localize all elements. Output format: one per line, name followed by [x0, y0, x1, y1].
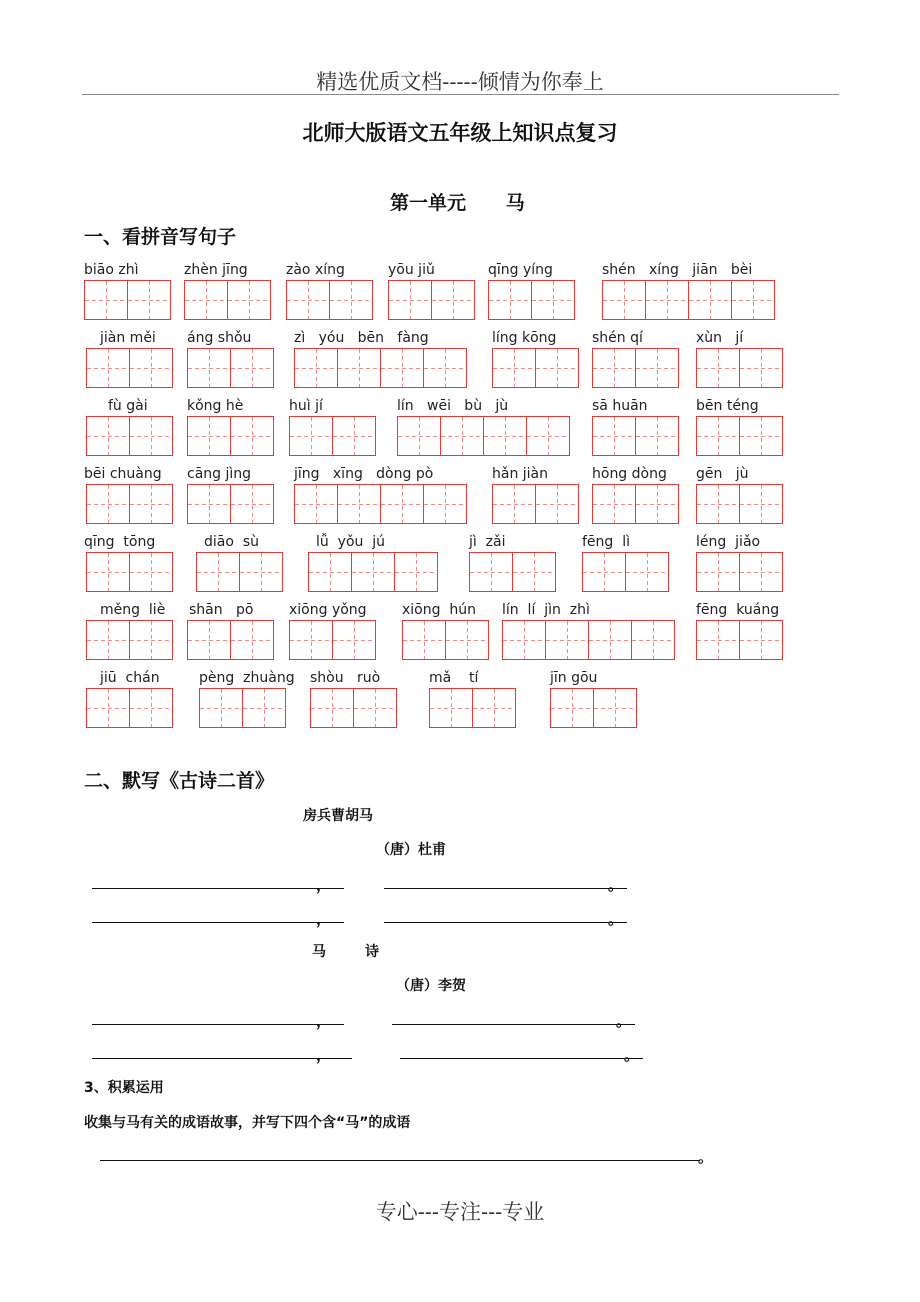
- writing-cell[interactable]: [239, 552, 283, 592]
- tianzige-grid: [86, 552, 172, 592]
- answer-line[interactable]: [92, 1058, 352, 1059]
- answer-line[interactable]: [384, 888, 627, 889]
- writing-cell[interactable]: [394, 552, 438, 592]
- writing-cell[interactable]: [308, 552, 352, 592]
- writing-cell[interactable]: [86, 620, 130, 660]
- writing-cell[interactable]: [380, 348, 424, 388]
- pinyin-label: hōng dòng: [592, 466, 667, 482]
- tianzige-grid: [602, 280, 774, 320]
- writing-cell[interactable]: [351, 552, 395, 592]
- tianzige-grid: [187, 348, 273, 388]
- writing-cell[interactable]: [635, 484, 679, 524]
- writing-cell[interactable]: [696, 620, 740, 660]
- pinyin-label: jiàn měi: [100, 330, 156, 346]
- writing-cell[interactable]: [199, 688, 243, 728]
- page-header: 精选优质文档-----倾情为你奉上: [316, 70, 604, 94]
- pinyin-label: gēn jù: [696, 466, 749, 482]
- period-mark: 。: [624, 1046, 640, 1064]
- writing-cell[interactable]: [289, 620, 333, 660]
- writing-cell[interactable]: [129, 620, 173, 660]
- answer-line[interactable]: [384, 922, 627, 923]
- writing-cell[interactable]: [353, 688, 397, 728]
- tianzige-grid: [86, 484, 172, 524]
- pinyin-label: fēng kuáng: [696, 602, 780, 618]
- writing-cell[interactable]: [739, 552, 783, 592]
- writing-cell[interactable]: [512, 552, 556, 592]
- writing-cell[interactable]: [440, 416, 484, 456]
- pinyin-label: lín lí jìn zhì: [502, 602, 590, 618]
- section-1-heading: 一、看拼音写句子: [84, 226, 237, 248]
- writing-cell[interactable]: [696, 348, 740, 388]
- writing-cell[interactable]: [127, 280, 171, 320]
- pinyin-label: jì zǎi: [469, 534, 506, 550]
- writing-cell[interactable]: [397, 416, 441, 456]
- tianzige-grid: [196, 552, 282, 592]
- writing-cell[interactable]: [294, 348, 338, 388]
- unit-heading: 第一单元 马: [390, 192, 525, 214]
- tianzige-grid: [308, 552, 437, 592]
- writing-cell[interactable]: [294, 484, 338, 524]
- pinyin-label: shòu ruò: [310, 670, 381, 686]
- pinyin-label: jiū chán: [100, 670, 160, 686]
- writing-cell[interactable]: [86, 416, 130, 456]
- writing-cell[interactable]: [86, 484, 130, 524]
- writing-cell[interactable]: [84, 280, 128, 320]
- writing-cell[interactable]: [592, 484, 636, 524]
- tianzige-grid: [550, 688, 636, 728]
- writing-cell[interactable]: [445, 620, 489, 660]
- writing-cell[interactable]: [423, 484, 467, 524]
- pinyin-label: mǎ tí: [429, 670, 479, 686]
- writing-cell[interactable]: [696, 484, 740, 524]
- pinyin-label: shān pō: [189, 602, 254, 618]
- writing-cell[interactable]: [337, 348, 381, 388]
- writing-cell[interactable]: [531, 280, 575, 320]
- poem2-title: 马 诗: [312, 944, 379, 960]
- tianzige-grid: [696, 552, 782, 592]
- tianzige-grid: [492, 484, 578, 524]
- writing-cell[interactable]: [635, 416, 679, 456]
- comma-mark: ，: [316, 1046, 332, 1064]
- writing-cell[interactable]: [332, 416, 376, 456]
- answer-line[interactable]: [392, 1024, 635, 1025]
- writing-cell[interactable]: [402, 620, 446, 660]
- writing-cell[interactable]: [739, 484, 783, 524]
- writing-cell[interactable]: [187, 348, 231, 388]
- tianzige-grid: [289, 620, 375, 660]
- writing-cell[interactable]: [535, 348, 579, 388]
- writing-cell[interactable]: [625, 552, 669, 592]
- pinyin-label: yōu jiǔ: [388, 262, 435, 278]
- tianzige-grid: [86, 416, 172, 456]
- tianzige-grid: [289, 416, 375, 456]
- writing-cell[interactable]: [187, 416, 231, 456]
- pinyin-label: bēn téng: [696, 398, 759, 414]
- pinyin-label: jīng xīng dòng pò: [294, 466, 434, 482]
- answer-line[interactable]: [92, 1024, 344, 1025]
- tianzige-grid: [294, 484, 466, 524]
- tianzige-grid: [86, 348, 172, 388]
- writing-cell[interactable]: [483, 416, 527, 456]
- section-2-heading: 二、默写《古诗二首》: [84, 770, 275, 792]
- writing-cell[interactable]: [86, 688, 130, 728]
- writing-cell[interactable]: [332, 620, 376, 660]
- writing-cell[interactable]: [739, 348, 783, 388]
- writing-cell[interactable]: [592, 416, 636, 456]
- writing-cell[interactable]: [688, 280, 732, 320]
- pinyin-label: fēng lì: [582, 534, 630, 550]
- period-mark: 。: [608, 910, 624, 928]
- pinyin-label: zào xíng: [286, 262, 345, 278]
- answer-line[interactable]: [92, 922, 344, 923]
- poem1-author: （唐）杜甫: [376, 842, 446, 858]
- period-mark: 。: [616, 1012, 632, 1030]
- writing-cell[interactable]: [588, 620, 632, 660]
- pinyin-label: hǎn jiàn: [492, 466, 549, 482]
- pinyin-label: měng liè: [100, 602, 166, 618]
- writing-cell[interactable]: [187, 484, 231, 524]
- tianzige-grid: [592, 416, 678, 456]
- pinyin-label: xùn jí: [696, 330, 744, 346]
- writing-cell[interactable]: [129, 552, 173, 592]
- answer-line[interactable]: [400, 1058, 643, 1059]
- pinyin-label: bēi chuàng: [84, 466, 162, 482]
- writing-cell[interactable]: [129, 416, 173, 456]
- writing-cell[interactable]: [184, 280, 228, 320]
- pinyin-label: biāo zhì: [84, 262, 139, 278]
- writing-cell[interactable]: [242, 688, 286, 728]
- tianzige-grid: [492, 348, 578, 388]
- writing-cell[interactable]: [602, 280, 646, 320]
- tianzige-grid: [187, 620, 273, 660]
- writing-cell[interactable]: [545, 620, 589, 660]
- tianzige-grid: [199, 688, 285, 728]
- tianzige-grid: [488, 280, 574, 320]
- tianzige-grid: [388, 280, 474, 320]
- writing-cell[interactable]: [86, 552, 130, 592]
- writing-cell[interactable]: [593, 688, 637, 728]
- writing-cell[interactable]: [472, 688, 516, 728]
- writing-cell[interactable]: [129, 484, 173, 524]
- comma-mark: ，: [316, 910, 332, 928]
- writing-cell[interactable]: [129, 348, 173, 388]
- tianzige-grid: [592, 348, 678, 388]
- tianzige-grid: [310, 688, 396, 728]
- pinyin-label: qīng tōng: [84, 534, 156, 550]
- pinyin-label: lín wēi bù jù: [397, 398, 509, 414]
- writing-cell[interactable]: [388, 280, 432, 320]
- section-3-heading: 3、积累运用: [84, 1080, 164, 1096]
- tianzige-grid: [696, 620, 782, 660]
- answer-line[interactable]: [100, 1160, 700, 1161]
- section-3-prompt: 收集与马有关的成语故事，并写下四个含“马”的成语: [84, 1115, 411, 1131]
- writing-cell[interactable]: [187, 620, 231, 660]
- pinyin-label: áng shǒu: [187, 330, 252, 346]
- pinyin-label: zì yóu bēn fàng: [294, 330, 429, 346]
- writing-cell[interactable]: [329, 280, 373, 320]
- pinyin-label: diāo sù: [204, 534, 259, 550]
- writing-cell[interactable]: [429, 688, 473, 728]
- pinyin-label: sā huān: [592, 398, 648, 414]
- writing-cell[interactable]: [731, 280, 775, 320]
- writing-cell[interactable]: [739, 620, 783, 660]
- tianzige-grid: [696, 416, 782, 456]
- writing-cell[interactable]: [227, 280, 271, 320]
- tianzige-grid: [286, 280, 372, 320]
- writing-cell[interactable]: [492, 348, 536, 388]
- tianzige-grid: [469, 552, 555, 592]
- tianzige-grid: [187, 416, 273, 456]
- page-title: 北师大版语文五年级上知识点复习: [302, 121, 618, 145]
- writing-cell[interactable]: [86, 348, 130, 388]
- writing-cell[interactable]: [488, 280, 532, 320]
- pinyin-label: shén qí: [592, 330, 643, 346]
- pinyin-label: jīn gōu: [550, 670, 598, 686]
- writing-cell[interactable]: [635, 348, 679, 388]
- tianzige-grid: [84, 280, 170, 320]
- tianzige-grid: [294, 348, 466, 388]
- tianzige-grid: [86, 620, 172, 660]
- tianzige-grid: [86, 688, 172, 728]
- writing-cell[interactable]: [230, 620, 274, 660]
- writing-cell[interactable]: [380, 484, 424, 524]
- writing-cell[interactable]: [286, 280, 330, 320]
- writing-cell[interactable]: [230, 484, 274, 524]
- writing-cell[interactable]: [631, 620, 675, 660]
- writing-cell[interactable]: [550, 688, 594, 728]
- writing-cell[interactable]: [696, 552, 740, 592]
- poem2-author: （唐）李贺: [396, 978, 466, 994]
- writing-cell[interactable]: [739, 416, 783, 456]
- writing-cell[interactable]: [289, 416, 333, 456]
- pinyin-label: xiōng hún: [402, 602, 477, 618]
- comma-mark: ，: [316, 1012, 332, 1030]
- period-mark: 。: [698, 1148, 714, 1166]
- pinyin-label: líng kōng: [492, 330, 557, 346]
- tianzige-grid: [582, 552, 668, 592]
- tianzige-grid: [696, 348, 782, 388]
- writing-cell[interactable]: [526, 416, 570, 456]
- pinyin-label: zhèn jīng: [184, 262, 248, 278]
- writing-cell[interactable]: [431, 280, 475, 320]
- pinyin-label: cāng jìng: [187, 466, 252, 482]
- pinyin-label: kǒng hè: [187, 398, 244, 414]
- writing-cell[interactable]: [582, 552, 626, 592]
- writing-cell[interactable]: [592, 348, 636, 388]
- page-footer: 专心---专注---专业: [375, 1200, 545, 1224]
- pinyin-label: léng jiǎo: [696, 534, 761, 550]
- writing-cell[interactable]: [492, 484, 536, 524]
- poem1-title: 房兵曹胡马: [303, 808, 373, 824]
- writing-cell[interactable]: [310, 688, 354, 728]
- period-mark: 。: [608, 876, 624, 894]
- writing-cell[interactable]: [423, 348, 467, 388]
- tianzige-grid: [184, 280, 270, 320]
- writing-cell[interactable]: [337, 484, 381, 524]
- comma-mark: ，: [316, 876, 332, 894]
- writing-cell[interactable]: [696, 416, 740, 456]
- pinyin-label: fù gài: [108, 398, 148, 414]
- tianzige-grid: [429, 688, 515, 728]
- writing-cell[interactable]: [535, 484, 579, 524]
- pinyin-label: qīng yíng: [488, 262, 553, 278]
- header-rule: [82, 94, 839, 95]
- writing-cell[interactable]: [645, 280, 689, 320]
- writing-cell[interactable]: [230, 416, 274, 456]
- tianzige-grid: [402, 620, 488, 660]
- writing-cell[interactable]: [196, 552, 240, 592]
- pinyin-label: lǚ yǒu jú: [316, 534, 386, 550]
- answer-line[interactable]: [92, 888, 344, 889]
- tianzige-grid: [187, 484, 273, 524]
- pinyin-label: shén xíng jiān bèi: [602, 262, 753, 278]
- tianzige-grid: [397, 416, 569, 456]
- writing-cell[interactable]: [502, 620, 546, 660]
- pinyin-label: huì jí: [289, 398, 323, 414]
- writing-cell[interactable]: [129, 688, 173, 728]
- pinyin-label: xiōng yǒng: [289, 602, 367, 618]
- writing-cell[interactable]: [469, 552, 513, 592]
- writing-cell[interactable]: [230, 348, 274, 388]
- tianzige-grid: [502, 620, 674, 660]
- tianzige-grid: [696, 484, 782, 524]
- pinyin-label: pèng zhuàng: [199, 670, 295, 686]
- tianzige-grid: [592, 484, 678, 524]
